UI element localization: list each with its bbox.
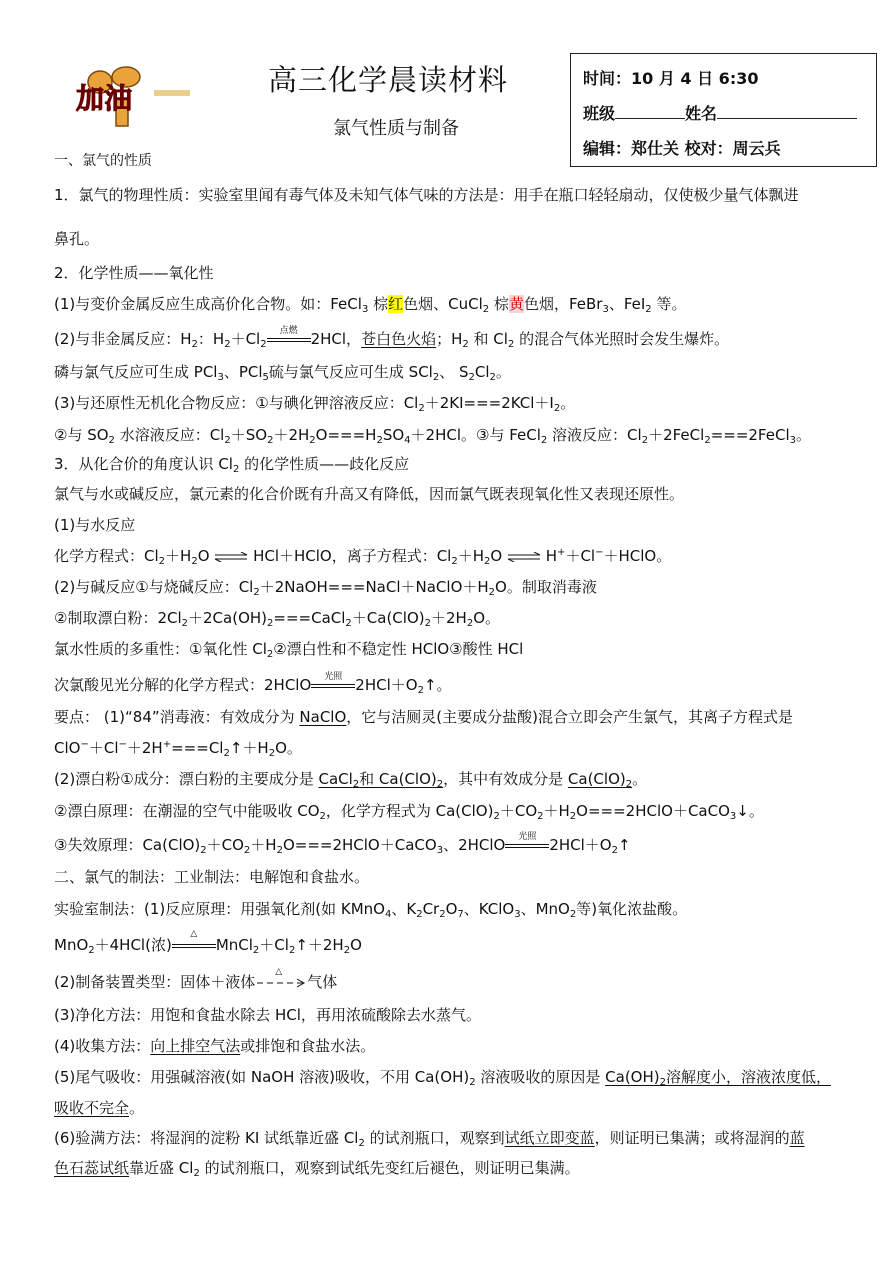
tail-gas-line: (5)尾气吸收：用强碱溶液(如 NaOH 溶液)吸收，不用 $Ca(OH)_2$ 溶液吸收的原因是 $Ca(OH)_2$溶解度小，溶液浓度低， (54, 1068, 832, 1088)
purification-line: (3)净化方法：用饱和食盐水除去 HCl，再用浓硫酸除去水蒸气。 (54, 1006, 481, 1024)
alkali-reaction-line: (2)与碱反应①与烧碱反应：$Cl_2+2NaOH===NaCl+NaClO+H_2O$。制取消毒液 (54, 578, 597, 598)
bleach-principle-line: ②漂白原理：在潮湿的空气中能吸收 $CO_2$，化学方程式为 $Ca(ClO)_2+CO_2+H_2O===2HClO+CaCO_3↓$。 (54, 802, 764, 822)
water-reaction-heading: (1)与水反应 (54, 516, 136, 534)
heat-arrow-icon: △ (255, 977, 307, 989)
water-reaction-equation: 化学方程式：$Cl_2+H_2O$ HCl＋HClO，离子方程式：$Cl_2+H_2O$ H+＋Cl−＋HClO。 (54, 547, 672, 567)
reversible-arrow-icon (507, 552, 541, 562)
class-blank[interactable] (615, 102, 685, 119)
light-condition: 光照 (311, 683, 355, 688)
name-blank[interactable] (717, 102, 857, 119)
chemical-property-heading: 2．化学性质——氧化性 (54, 264, 214, 282)
editor-line: 编辑：郑仕关 校对：周云兵 (583, 139, 781, 158)
tail-gas-line-end: 吸收不完全。 (54, 1099, 145, 1117)
metal-reaction-line: (1)与变价金属反应生成高价化合物。如：FeCl$_3$ 棕红色烟、CuCl$_2$ 棕黄色烟，FeBr$_3$、FeI$_2$ 等。 (54, 295, 687, 315)
jiayou-logo (70, 66, 194, 128)
disproportionation-heading: 3．从化合价的角度认识 $Cl_2$ 的化学性质——歧化反应 (54, 455, 410, 475)
ionic-equation-line: $ClO^-+Cl^-+2H^+===Cl_2↑+H_2O$。 (54, 739, 302, 759)
hclo-decomposition-line: 次氯酸见光分解的化学方程式：2HClO 光照 $2HCl+O_2↑$。 (54, 672, 452, 696)
reducing-compound-line: (3)与还原性无机化合物反应：①与碘化钾溶液反应：$Cl_2+2KI===2KCl+I_2$。 (54, 394, 576, 414)
info-box (570, 53, 877, 167)
phosphorus-sulfur-line: 磷与氯气反应可生成 PCl$_3$、PCl$_5$硫与氯气反应可生成 SCl$_2$、 $S_2Cl_2$。 (54, 363, 511, 383)
disproportionation-desc: 氯气与水或碱反应，氯元素的化合价既有升高又有降低，因而氯气既表现氧化性又表现还原性。 (54, 485, 685, 503)
ignite-condition: 点燃 (267, 337, 311, 342)
mno2-equation-line: MnO$_2$＋4HCl(浓) △ $MnCl_2+Cl_2↑+2H_2O$ (54, 929, 362, 956)
page-title: 高三化学晨读材料 (268, 63, 509, 97)
apparatus-type-line: (2)制备装置类型：固体＋液体 △ 气体 (54, 966, 338, 991)
full-check-line: (6)验满方法：将湿润的淀粉 KI 试纸靠近盛 $Cl_2$ 的试剂瓶口，观察到试纸立即变蓝，则证明已集满；或将湿润的蓝 (54, 1129, 805, 1149)
class-name-line (583, 101, 857, 124)
full-check-line-end: 色石蕊试纸靠近盛 $Cl_2$ 的试剂瓶口，观察到试纸先变红后褪色，则证明已集满。 (54, 1159, 580, 1179)
chlorine-water-line: 氯水性质的多重性：①氧化性 $Cl_2②$漂白性和不稳定性 HClO③酸性 HCl (54, 640, 524, 660)
bleach-powder-line: ②制取漂白粉：$2Cl_2+2Ca(OH)_2===CaCl_2+Ca(ClO)_2+2H_2O$。 (54, 609, 500, 629)
highlight-red-word: 红 (388, 295, 404, 313)
time-line: 时间：10 月 4 日 6:30 (583, 69, 759, 88)
physical-property-line-end: 鼻孔。 (54, 230, 100, 248)
name-label: 姓名 (685, 104, 718, 123)
key-point-84-line: 要点： (1)“84”消毒液：有效成分为 NaClO，它与洁厕灵(主要成分盐酸)混合立即会产生氯气，其离子方程式是 (54, 708, 794, 726)
lab-principle-line: 实验室制法：(1)反应原理：用强氧化剂(如 KMnO$_4$、$K_2Cr_2O_7$、KClO$_3$、MnO$_2$等)氧化浓盐酸。 (54, 900, 688, 920)
class-label: 班级 (583, 104, 616, 123)
light-condition: 光照 (505, 843, 549, 848)
reversible-arrow-icon (214, 552, 248, 562)
heat-condition: △ (172, 943, 216, 948)
logo-text: 加油 (76, 82, 133, 115)
physical-property-line: 1．氯气的物理性质：实验室里闻有毒气体及未知气体气味的方法是：用手在瓶口轻轻扇动，仅使极少量气体飘进 (54, 186, 799, 204)
section-heading-preparation: 二、氯气的制法：工业制法：电解饱和食盐水。 (54, 868, 370, 886)
page-subtitle: 氯气性质与制备 (333, 118, 459, 139)
nonmetal-reaction-line: (2)与非金属反应：$H_2$：$H_2+Cl_2$ 点燃 2HCl，苍白色火焰；$H_2$ 和 $Cl_2$ 的混合气体光照时会发生爆炸。 (54, 326, 730, 350)
bleach-failure-line: ③失效原理：$Ca(ClO)_2+CO_2+H_2O===2HClO+CaCO_3$、2HClO 光照 $2HCl+O_2↑$ (54, 832, 631, 856)
so2-fecl2-line: ②与 $SO_2$ 水溶液反应：$Cl_2+SO_2+2H_2O===H_2SO_4+2HCl$。③与 FeCl$_2$ 溶液反应：$Cl_2+2FeCl_2===2FeCl_3$。 (54, 426, 812, 446)
collection-line: (4)收集方法：向上排空气法或排饱和食盐水法。 (54, 1037, 376, 1055)
bleach-composition-line: (2)漂白粉①成分：漂白粉的主要成分是 CaCl$_2$和 $Ca(ClO)_2$，其中有效成分是 $Ca(ClO)_2$。 (54, 770, 648, 790)
section-heading-properties: 一、氯气的性质 (54, 153, 152, 169)
highlight-yellow-word: 黄 (508, 295, 524, 313)
